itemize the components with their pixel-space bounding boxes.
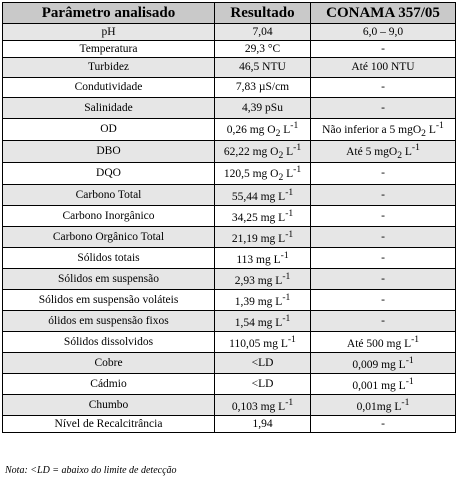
- parameter-cell: Sólidos totais: [3, 248, 215, 269]
- value-sup: -1: [411, 142, 420, 154]
- value-mid: L: [402, 145, 412, 158]
- value-mid: L: [283, 145, 294, 158]
- conama-limit-cell: -: [311, 41, 456, 58]
- header-parameter: Parâmetro analisado: [3, 3, 215, 24]
- parameter-cell: Carbono Total: [3, 185, 215, 206]
- table-row: [3, 395, 456, 416]
- value-sup: -1: [411, 334, 420, 346]
- result-cell: [215, 248, 311, 269]
- value-pre: Não inferior a 5 mgO: [322, 123, 422, 136]
- value-pre: 1,39 mg L: [234, 296, 283, 309]
- header-result: Resultado: [215, 3, 311, 24]
- result-cell: [215, 311, 311, 332]
- parameter-cell: ólidos em suspensão fixos: [3, 311, 215, 332]
- conama-limit-cell: -: [311, 269, 456, 290]
- parameter-cell: Sólidos em suspensão voláteis: [3, 290, 215, 311]
- footnote: Nota: <LD = abaixo do limite de detecção: [5, 465, 177, 476]
- table-row: [3, 416, 456, 433]
- table-row: [3, 311, 456, 332]
- table-body: [3, 24, 456, 433]
- table-row: [3, 41, 456, 58]
- parameter-cell: pH: [3, 24, 215, 41]
- conama-limit-cell: -: [311, 98, 456, 119]
- value-sup: -1: [287, 334, 296, 346]
- table-row: [3, 163, 456, 185]
- result-cell: 1,94: [215, 416, 311, 433]
- result-cell: [215, 185, 311, 206]
- parameter-cell: DQO: [3, 163, 215, 185]
- table-row: [3, 353, 456, 374]
- conama-limit-cell: -: [311, 248, 456, 269]
- conama-limit-cell: Até 100 NTU: [311, 58, 456, 78]
- value-pre: 55,44 mg L: [231, 191, 286, 204]
- value-sub: 2: [278, 172, 284, 184]
- value-pre: Até 5 mgO: [346, 145, 398, 158]
- table-row: [3, 24, 456, 41]
- table-row: [3, 374, 456, 395]
- value-sub: 2: [397, 150, 402, 162]
- result-cell: [215, 227, 311, 248]
- conama-limit-cell: -: [311, 163, 456, 185]
- value-sub: 2: [275, 128, 281, 140]
- value-sup: -1: [280, 250, 289, 262]
- parameter-cell: Turbidez: [3, 58, 215, 78]
- value-sub: 2: [421, 128, 426, 140]
- conama-limit-cell: [311, 353, 456, 374]
- result-cell: 7,04: [215, 24, 311, 41]
- value-pre: 110,05 mg L: [229, 338, 288, 351]
- value-pre: 0,01mg L: [356, 401, 402, 414]
- value-sup: -1: [405, 376, 414, 388]
- value-mid: L: [425, 123, 436, 136]
- value-sup: -1: [282, 271, 291, 283]
- value-pre: Até 500 mg L: [346, 338, 412, 351]
- table-row: [3, 98, 456, 119]
- value-sup: -1: [285, 187, 294, 199]
- value-sup: -1: [285, 229, 294, 241]
- value-sup: -1: [290, 120, 299, 131]
- conama-limit-cell: [311, 119, 456, 141]
- value-pre: 0,103 mg L: [231, 401, 286, 414]
- value-pre: 62,22 mg O: [223, 145, 279, 158]
- conama-limit-cell: [311, 332, 456, 353]
- value-sup: -1: [405, 355, 414, 367]
- conama-limit-cell: 6,0 – 9,0: [311, 24, 456, 41]
- result-cell: [215, 332, 311, 353]
- value-pre: 0,001 mg L: [352, 380, 406, 393]
- parameter-cell: Condutividade: [3, 78, 215, 98]
- value-pre: 0,26 mg O: [226, 123, 276, 136]
- parameter-cell: Cobre: [3, 353, 215, 374]
- table-row: [3, 269, 456, 290]
- parameter-cell: DBO: [3, 141, 215, 163]
- conama-limit-cell: -: [311, 290, 456, 311]
- conama-limit-cell: -: [311, 206, 456, 227]
- parameter-cell: Chumbo: [3, 395, 215, 416]
- water-quality-table: [2, 2, 456, 433]
- table-row: [3, 248, 456, 269]
- table-row: [3, 78, 456, 98]
- parameter-cell: OD: [3, 119, 215, 141]
- result-cell: <LD: [215, 374, 311, 395]
- result-cell: 4,39 pSu: [215, 98, 311, 119]
- value-pre: 34,25 mg L: [231, 212, 286, 225]
- parameter-cell: Sólidos dissolvidos: [3, 332, 215, 353]
- result-cell: [215, 269, 311, 290]
- parameter-cell: Temperatura: [3, 41, 215, 58]
- table-row: [3, 290, 456, 311]
- value-sup: -1: [285, 397, 294, 409]
- header-row: [3, 3, 456, 24]
- conama-limit-cell: -: [311, 227, 456, 248]
- value-sup: -1: [293, 164, 302, 176]
- result-cell: <LD: [215, 353, 311, 374]
- result-cell: [215, 141, 311, 163]
- table-row: [3, 206, 456, 227]
- value-pre: 1,54 mg L: [234, 317, 283, 330]
- conama-limit-cell: -: [311, 78, 456, 98]
- value-pre: 2,93 mg L: [234, 275, 283, 288]
- value-pre: 113 mg L: [236, 254, 281, 267]
- conama-limit-cell: [311, 374, 456, 395]
- value-sub: 2: [278, 150, 284, 162]
- parameter-cell: Sólidos em suspensão: [3, 269, 215, 290]
- result-cell: [215, 163, 311, 185]
- value-sup: -1: [285, 208, 294, 220]
- table-row: [3, 119, 456, 141]
- value-pre: 21,19 mg L: [231, 233, 286, 246]
- conama-limit-cell: -: [311, 185, 456, 206]
- value-sup: -1: [282, 292, 291, 304]
- parameter-cell: Cádmio: [3, 374, 215, 395]
- table-row: [3, 141, 456, 163]
- result-cell: [215, 206, 311, 227]
- value-sup: -1: [435, 120, 444, 131]
- result-cell: 46,5 NTU: [215, 58, 311, 78]
- value-sup: -1: [293, 142, 302, 154]
- result-cell: [215, 395, 311, 416]
- table-row: [3, 185, 456, 206]
- conama-limit-cell: [311, 141, 456, 163]
- conama-limit-cell: -: [311, 311, 456, 332]
- table-row: [3, 58, 456, 78]
- value-pre: 120,5 mg O: [223, 168, 279, 181]
- parameter-cell: Nível de Recalcitrância: [3, 416, 215, 433]
- value-sup: -1: [401, 397, 410, 409]
- value-sup: -1: [282, 313, 291, 325]
- conama-limit-cell: -: [311, 416, 456, 433]
- result-cell: 29,3 °C: [215, 41, 311, 58]
- result-cell: [215, 290, 311, 311]
- parameter-cell: Salinidade: [3, 98, 215, 119]
- result-cell: 7,83 µS/cm: [215, 78, 311, 98]
- value-pre: 0,009 mg L: [352, 359, 406, 372]
- parameter-cell: Carbono Inorgânico: [3, 206, 215, 227]
- header-conama: CONAMA 357/05: [311, 3, 456, 24]
- value-mid: L: [280, 123, 291, 136]
- conama-limit-cell: [311, 395, 456, 416]
- result-cell: [215, 119, 311, 141]
- parameter-cell: Carbono Orgânico Total: [3, 227, 215, 248]
- value-mid: L: [283, 168, 294, 181]
- table-row: [3, 332, 456, 353]
- table-row: [3, 227, 456, 248]
